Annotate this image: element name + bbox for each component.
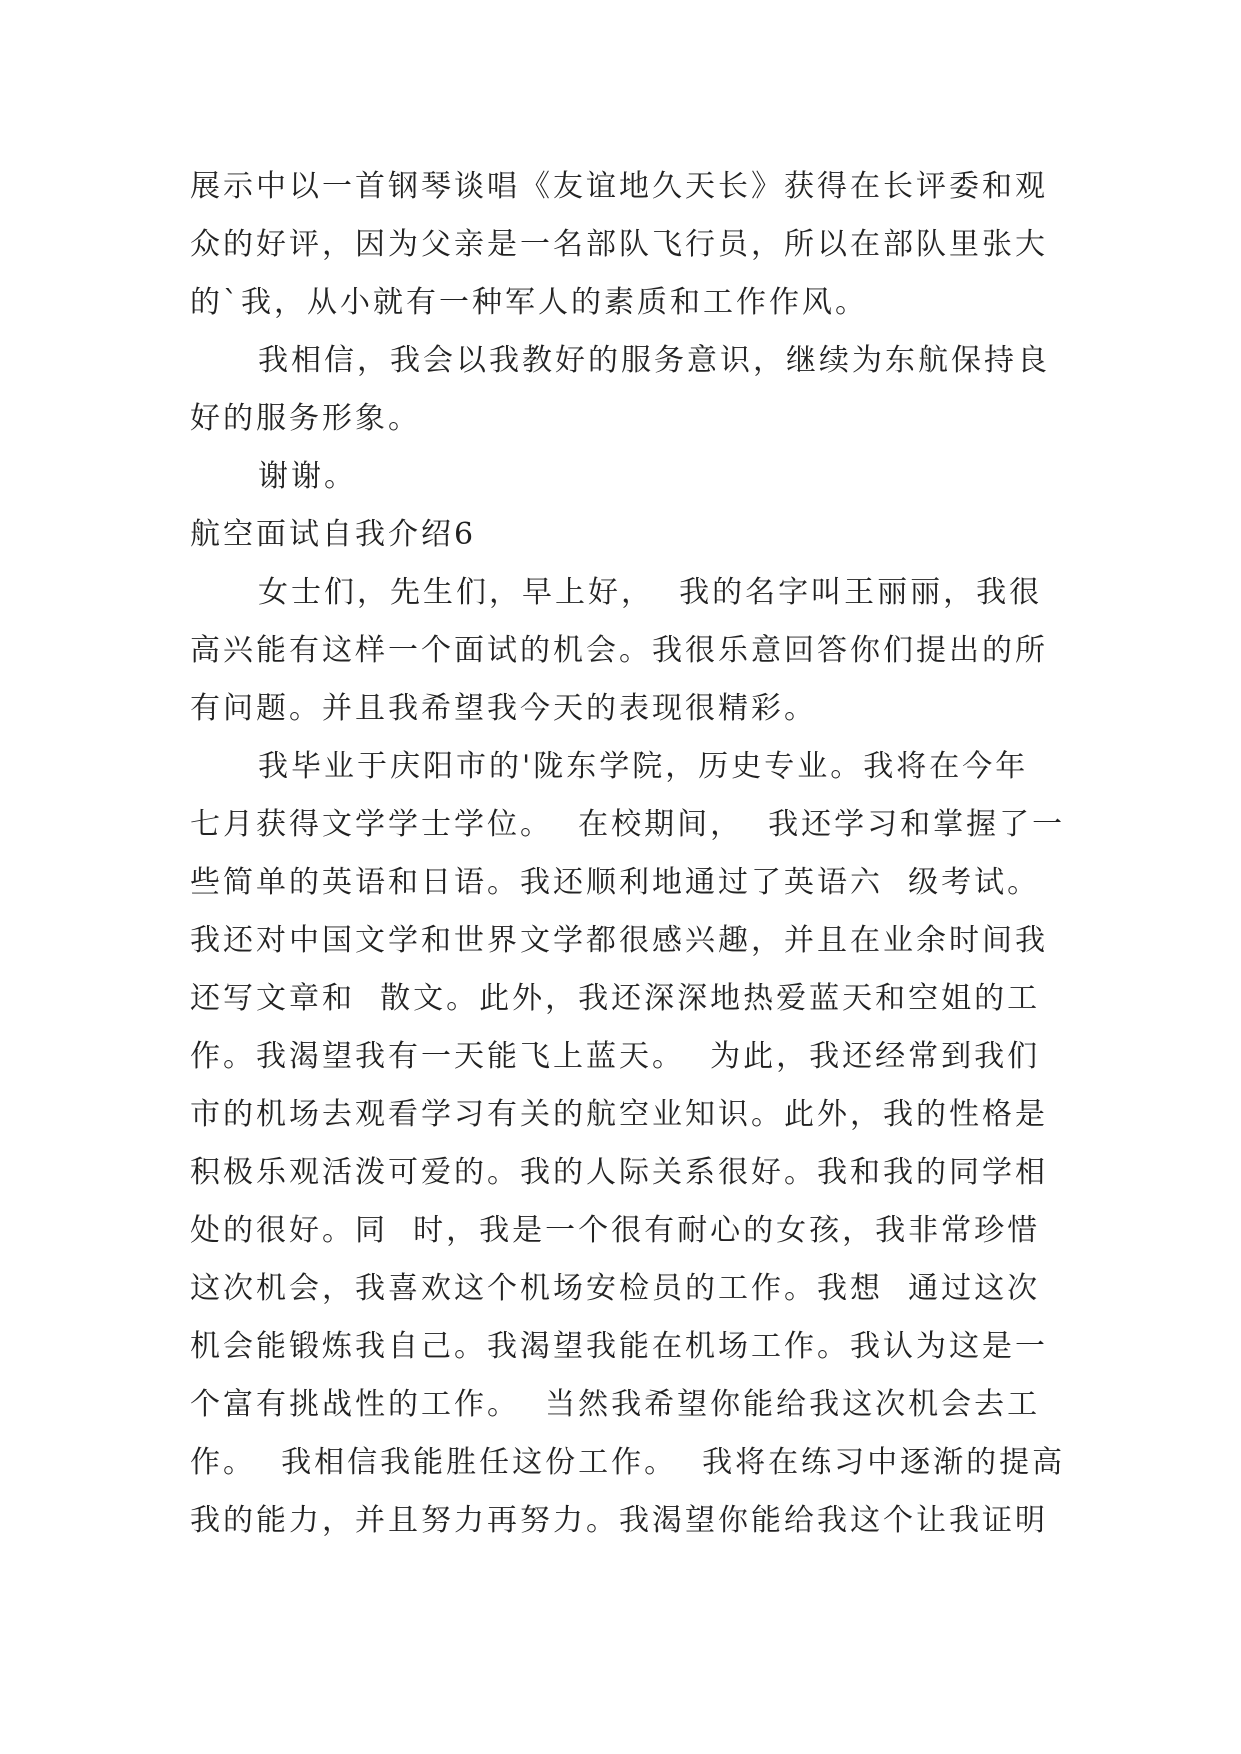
text-line: 我相信，我会以我教好的服务意识，继续为东航保持良 bbox=[258, 343, 1050, 378]
text-line: 众的好评，因为父亲是一名部队飞行员，所以在部队里张大 bbox=[190, 227, 1048, 262]
text-line: 作。我渴望我有一天能飞上蓝天。 为此，我还经常到我们 bbox=[190, 1039, 1041, 1074]
text-line: 作。 我相信我能胜任这份工作。 我将在练习中逐渐的提高 bbox=[190, 1445, 1066, 1480]
text-line: 的`我，从小就有一种军人的素质和工作作风。 bbox=[190, 285, 868, 320]
text-line: 我毕业于庆阳市的'陇东学院，历史专业。我将在今年 bbox=[258, 749, 1029, 784]
text-line: 这次机会，我喜欢这个机场安检员的工作。我想 通过这次 bbox=[190, 1271, 1041, 1306]
text-line: 有问题。并且我希望我今天的表现很精彩。 bbox=[190, 691, 817, 726]
text-line: 七月获得文学学士学位。 在校期间， 我还学习和掌握了一 bbox=[190, 807, 1066, 842]
text-line: 我还对中国文学和世界文学都很感兴趣，并且在业余时间我 bbox=[190, 923, 1048, 958]
text-line: 积极乐观活泼可爱的。我的人际关系很好。我和我的同学相 bbox=[190, 1155, 1048, 1190]
text-line: 些简单的英语和日语。我还顺利地通过了英语六 级考试。 bbox=[190, 865, 1041, 900]
text-line: 还写文章和 散文。此外，我还深深地热爱蓝天和空姐的工 bbox=[190, 981, 1041, 1016]
document-page bbox=[190, 158, 1066, 1550]
text-line: 个富有挑战性的工作。 当然我希望你能给我这次机会去工 bbox=[190, 1387, 1041, 1422]
text-line: 我的能力，并且努力再努力。我渴望你能给我这个让我证明 bbox=[190, 1503, 1048, 1538]
text-line: 机会能锻炼我自己。我渴望我能在机场工作。我认为这是一 bbox=[190, 1329, 1048, 1364]
text-line: 市的机场去观看学习有关的航空业知识。此外，我的性格是 bbox=[190, 1097, 1048, 1132]
text-line: 谢谢。 bbox=[258, 459, 357, 494]
section-heading: 航空面试自我介绍6 bbox=[190, 517, 477, 552]
text-line: 好的服务形象。 bbox=[190, 401, 421, 436]
text-line: 高兴能有这样一个面试的机会。我很乐意回答你们提出的所 bbox=[190, 633, 1048, 668]
text-line: 处的很好。同 时，我是一个很有耐心的女孩，我非常珍惜 bbox=[190, 1213, 1041, 1248]
text-line: 展示中以一首钢琴谈唱《友谊地久天长》获得在长评委和观 bbox=[190, 169, 1048, 204]
text-line: 女士们，先生们，早上好， 我的名字叫王丽丽，我很 bbox=[258, 575, 1043, 610]
